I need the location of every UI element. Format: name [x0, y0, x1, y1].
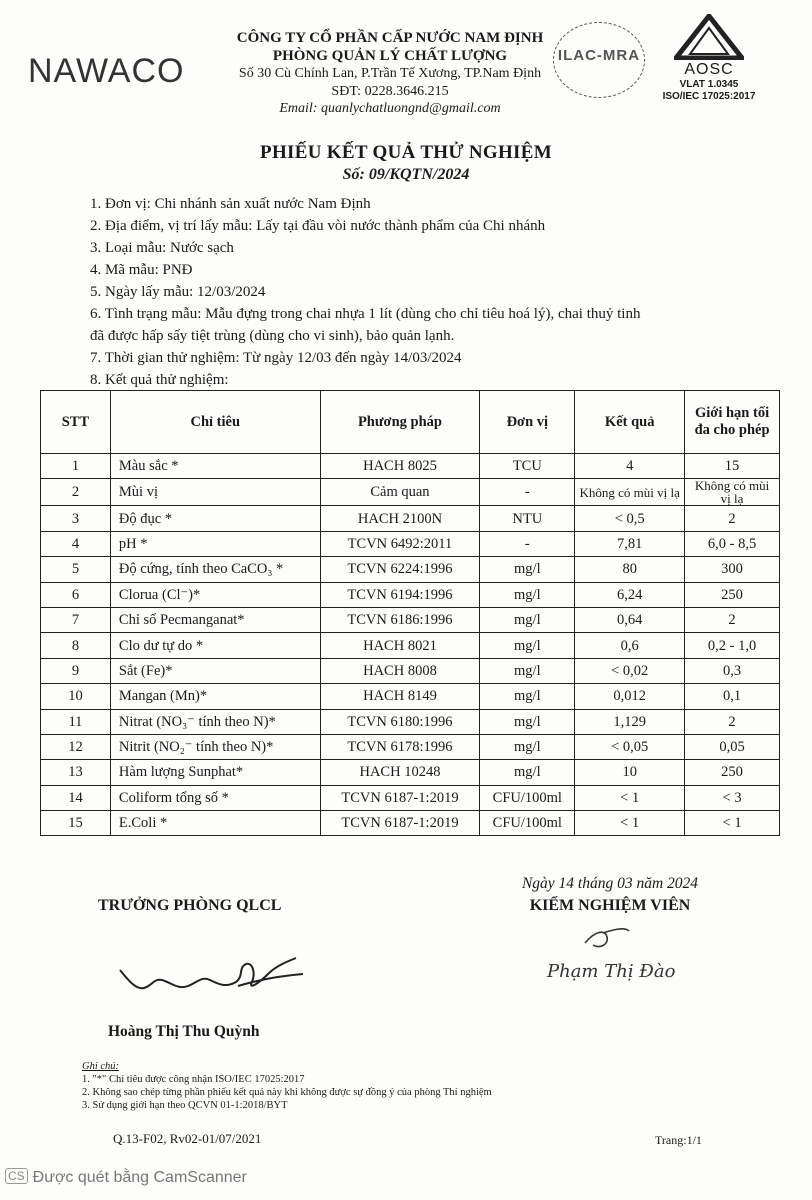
sample-info	[90, 193, 760, 391]
ilac-mra-seal	[553, 22, 645, 98]
table-row	[41, 506, 780, 531]
table-row	[41, 785, 780, 810]
table-row	[41, 607, 780, 632]
cell-stt: 3	[41, 506, 111, 531]
note-item: 3. Sử dụng giới hạn theo QCVN 01-1:2018/BYT	[82, 1100, 288, 1111]
cell-limit: Không có mùi vị lạ	[685, 479, 780, 506]
info-sample-condition-cont: đã được hấp sấy tiệt trùng (dùng cho vi sinh), bảo quản lạnh.	[90, 328, 455, 344]
results-table	[40, 390, 780, 836]
table-row	[41, 811, 780, 836]
cell-unit: mg/l	[480, 684, 575, 709]
cell-method: TCVN 6194:1996	[320, 582, 480, 607]
cell-result: < 1	[575, 811, 685, 836]
cell-result: 80	[575, 557, 685, 582]
cell-result: 0,012	[575, 684, 685, 709]
cell-stt: 8	[41, 633, 111, 658]
cell-method: HACH 10248	[320, 760, 480, 785]
company-phone: SĐT: 0228.3646.215	[331, 83, 449, 99]
table-row	[41, 734, 780, 759]
aosc-accreditation-logo	[650, 14, 768, 103]
cell-indicator: Hàm lượng Sunphat*	[110, 760, 320, 785]
camscanner-watermark	[5, 1168, 247, 1187]
table-row	[41, 633, 780, 658]
cell-indicator: Nitrat (NO₃⁻ tính theo N)*	[110, 709, 320, 734]
cell-stt: 13	[41, 760, 111, 785]
info-sample-code: 4. Mã mẫu: PNĐ	[90, 262, 193, 278]
cell-indicator: Coliform tổng số *	[110, 785, 320, 810]
company-name: CÔNG TY CỔ PHẦN CẤP NƯỚC NAM ĐỊNH	[236, 30, 544, 46]
cell-indicator: E.Coli *	[110, 811, 320, 836]
cell-limit: 250	[685, 582, 780, 607]
cell-limit: 0,05	[685, 734, 780, 759]
header-stt: STT	[41, 391, 111, 454]
cell-method: HACH 8025	[320, 454, 480, 479]
cell-result: 0,64	[575, 607, 685, 632]
aosc-brand: AOSC	[684, 61, 734, 78]
company-address: Số 30 Cù Chính Lan, P.Trần Tế Xương, TP.Nam Định	[238, 66, 542, 81]
seal-text: ILAC-MRA	[557, 47, 641, 64]
cell-result: 0,6	[575, 633, 685, 658]
aosc-code: VLAT 1.0345	[679, 79, 739, 90]
cell-result: 1,129	[575, 709, 685, 734]
cell-stt: 9	[41, 658, 111, 683]
cell-result: 4	[575, 454, 685, 479]
cell-method: TCVN 6180:1996	[320, 709, 480, 734]
cell-stt: 12	[41, 734, 111, 759]
cell-limit: 250	[685, 760, 780, 785]
info-sample-type: 3. Loại mẫu: Nước sạch	[90, 240, 234, 256]
info-results-heading: 8. Kết quả thử nghiệm:	[90, 372, 229, 388]
camscanner-text: Được quét bằng CamScanner	[32, 1169, 247, 1186]
inspector-signature-text: Phạm Thị Đào	[547, 961, 676, 982]
cell-unit: NTU	[480, 506, 575, 531]
notes-heading: Ghi chú:	[82, 1061, 120, 1072]
cell-stt: 15	[41, 811, 111, 836]
cell-method: TCVN 6186:1996	[320, 607, 480, 632]
cell-indicator: Độ đục *	[110, 506, 320, 531]
cell-indicator: Clo dư tự do *	[110, 633, 320, 658]
cell-result: Không có mùi vị lạ	[575, 479, 685, 506]
cell-stt: 5	[41, 557, 111, 582]
cell-indicator: Chỉ số Pecmanganat*	[110, 607, 320, 632]
company-header	[200, 30, 580, 118]
cell-unit: mg/l	[480, 709, 575, 734]
cell-unit: mg/l	[480, 557, 575, 582]
form-code: Q.13-F02, Rv02-01/07/2021	[113, 1131, 262, 1146]
cell-method: HACH 2100N	[320, 506, 480, 531]
cell-stt: 10	[41, 684, 111, 709]
document-number: Số: 09/KQTN/2024	[342, 166, 470, 183]
table-row	[41, 709, 780, 734]
inspector-signature	[545, 925, 705, 990]
cell-unit: mg/l	[480, 633, 575, 658]
company-email: Email: quanlychatluongnd@gmail.com	[279, 101, 501, 116]
cell-result: < 1	[575, 785, 685, 810]
cell-method: Cảm quan	[320, 479, 480, 506]
head-of-qc-name: Hoàng Thị Thu Quỳnh	[108, 1023, 260, 1040]
note-item: 2. Không sao chép từng phần phiếu kết quả này khi không được sự đồng ý của phòng Thí nghiệm	[82, 1087, 492, 1098]
cell-stt: 2	[41, 479, 111, 506]
cell-stt: 6	[41, 582, 111, 607]
cell-limit: 0,2 - 1,0	[685, 633, 780, 658]
cell-unit: mg/l	[480, 658, 575, 683]
cell-limit: 2	[685, 506, 780, 531]
cell-unit: CFU/100ml	[480, 811, 575, 836]
info-unit: 1. Đơn vị: Chi nhánh sản xuất nước Nam Định	[90, 196, 371, 212]
cell-stt: 4	[41, 531, 111, 556]
header-limit: Giới hạn tối đa cho phép	[685, 391, 780, 454]
cell-method: TCVN 6187-1:2019	[320, 811, 480, 836]
cell-unit: -	[480, 479, 575, 506]
cell-indicator: Clorua (Cl⁻)*	[110, 582, 320, 607]
note-item: 1. "*" Chỉ tiêu được công nhận ISO/IEC 17025:2017	[82, 1074, 305, 1085]
cell-limit: < 3	[685, 785, 780, 810]
cell-unit: mg/l	[480, 582, 575, 607]
aosc-triangle-icon	[674, 14, 744, 60]
table-row	[41, 760, 780, 785]
table-row	[41, 684, 780, 709]
cell-stt: 11	[41, 709, 111, 734]
header-unit: Đơn vị	[480, 391, 575, 454]
cell-method: TCVN 6224:1996	[320, 557, 480, 582]
table-row	[41, 658, 780, 683]
info-sample-condition: 6. Tình trạng mẫu: Mẫu đựng trong chai nhựa 1 lít (dùng cho chỉ tiêu hoá lý), chai thuỷ tinh	[90, 306, 641, 322]
header-result: Kết quả	[575, 391, 685, 454]
cell-method: HACH 8008	[320, 658, 480, 683]
cell-result: 6,24	[575, 582, 685, 607]
info-test-period: 7. Thời gian thử nghiệm: Từ ngày 12/03 đến ngày 14/03/2024	[90, 350, 462, 366]
cell-stt: 1	[41, 454, 111, 479]
cell-limit: 15	[685, 454, 780, 479]
table-header-row	[41, 391, 780, 454]
cell-limit: 0,1	[685, 684, 780, 709]
aosc-standard: ISO/IEC 17025:2017	[662, 91, 756, 102]
cell-result: 10	[575, 760, 685, 785]
info-location: 2. Địa điểm, vị trí lấy mẫu: Lấy tại đầu vòi nước thành phẩm của Chi nhánh	[90, 218, 546, 234]
table-row	[41, 582, 780, 607]
cell-limit: 2	[685, 607, 780, 632]
cell-indicator: pH *	[110, 531, 320, 556]
header-method: Phương pháp	[320, 391, 480, 454]
cell-unit: mg/l	[480, 760, 575, 785]
cell-method: TCVN 6492:2011	[320, 531, 480, 556]
cell-limit: 6,0 - 8,5	[685, 531, 780, 556]
document-title: PHIẾU KẾT QUẢ THỬ NGHIỆM	[260, 142, 552, 163]
cell-unit: mg/l	[480, 607, 575, 632]
header-indicator: Chỉ tiêu	[110, 391, 320, 454]
cell-limit: 0,3	[685, 658, 780, 683]
cell-method: TCVN 6178:1996	[320, 734, 480, 759]
camscanner-icon: CS	[5, 1168, 28, 1184]
cell-unit: -	[480, 531, 575, 556]
cell-indicator: Mangan (Mn)*	[110, 684, 320, 709]
department-name: PHÒNG QUẢN LÝ CHẤT LƯỢNG	[272, 47, 508, 64]
company-logo	[28, 52, 184, 91]
logo-text: NAWACO	[28, 52, 185, 90]
signature-date: Ngày 14 tháng 03 năm 2024	[521, 875, 699, 892]
cell-result: 7,81	[575, 531, 685, 556]
cell-stt: 7	[41, 607, 111, 632]
table-row	[41, 479, 780, 506]
head-of-qc-signature	[118, 950, 318, 1005]
cell-method: HACH 8021	[320, 633, 480, 658]
info-sample-date: 5. Ngày lấy mẫu: 12/03/2024	[90, 284, 266, 300]
cell-method: HACH 8149	[320, 684, 480, 709]
notes-section	[82, 1060, 702, 1112]
cell-unit: mg/l	[480, 734, 575, 759]
cell-unit: TCU	[480, 454, 575, 479]
cell-method: TCVN 6187-1:2019	[320, 785, 480, 810]
cell-result: < 0,02	[575, 658, 685, 683]
cell-indicator: Nitrit (NO₂⁻ tính theo N)*	[110, 734, 320, 759]
inspector-title: KIỂM NGHIỆM VIÊN	[529, 897, 691, 914]
table-row	[41, 454, 780, 479]
head-of-qc-title: TRƯỞNG PHÒNG QLCL	[98, 897, 282, 914]
cell-limit: 2	[685, 709, 780, 734]
cell-indicator: Sắt (Fe)*	[110, 658, 320, 683]
cell-unit: CFU/100ml	[480, 785, 575, 810]
cell-result: < 0,05	[575, 734, 685, 759]
page-number: Trang:1/1	[655, 1133, 702, 1147]
cell-limit: < 1	[685, 811, 780, 836]
cell-indicator: Độ cứng, tính theo CaCO₃ *	[110, 557, 320, 582]
table-row	[41, 531, 780, 556]
table-row	[41, 557, 780, 582]
cell-limit: 300	[685, 557, 780, 582]
cell-stt: 14	[41, 785, 111, 810]
cell-result: < 0,5	[575, 506, 685, 531]
cell-indicator: Mùi vị	[110, 479, 320, 506]
cell-indicator: Màu sắc *	[110, 454, 320, 479]
